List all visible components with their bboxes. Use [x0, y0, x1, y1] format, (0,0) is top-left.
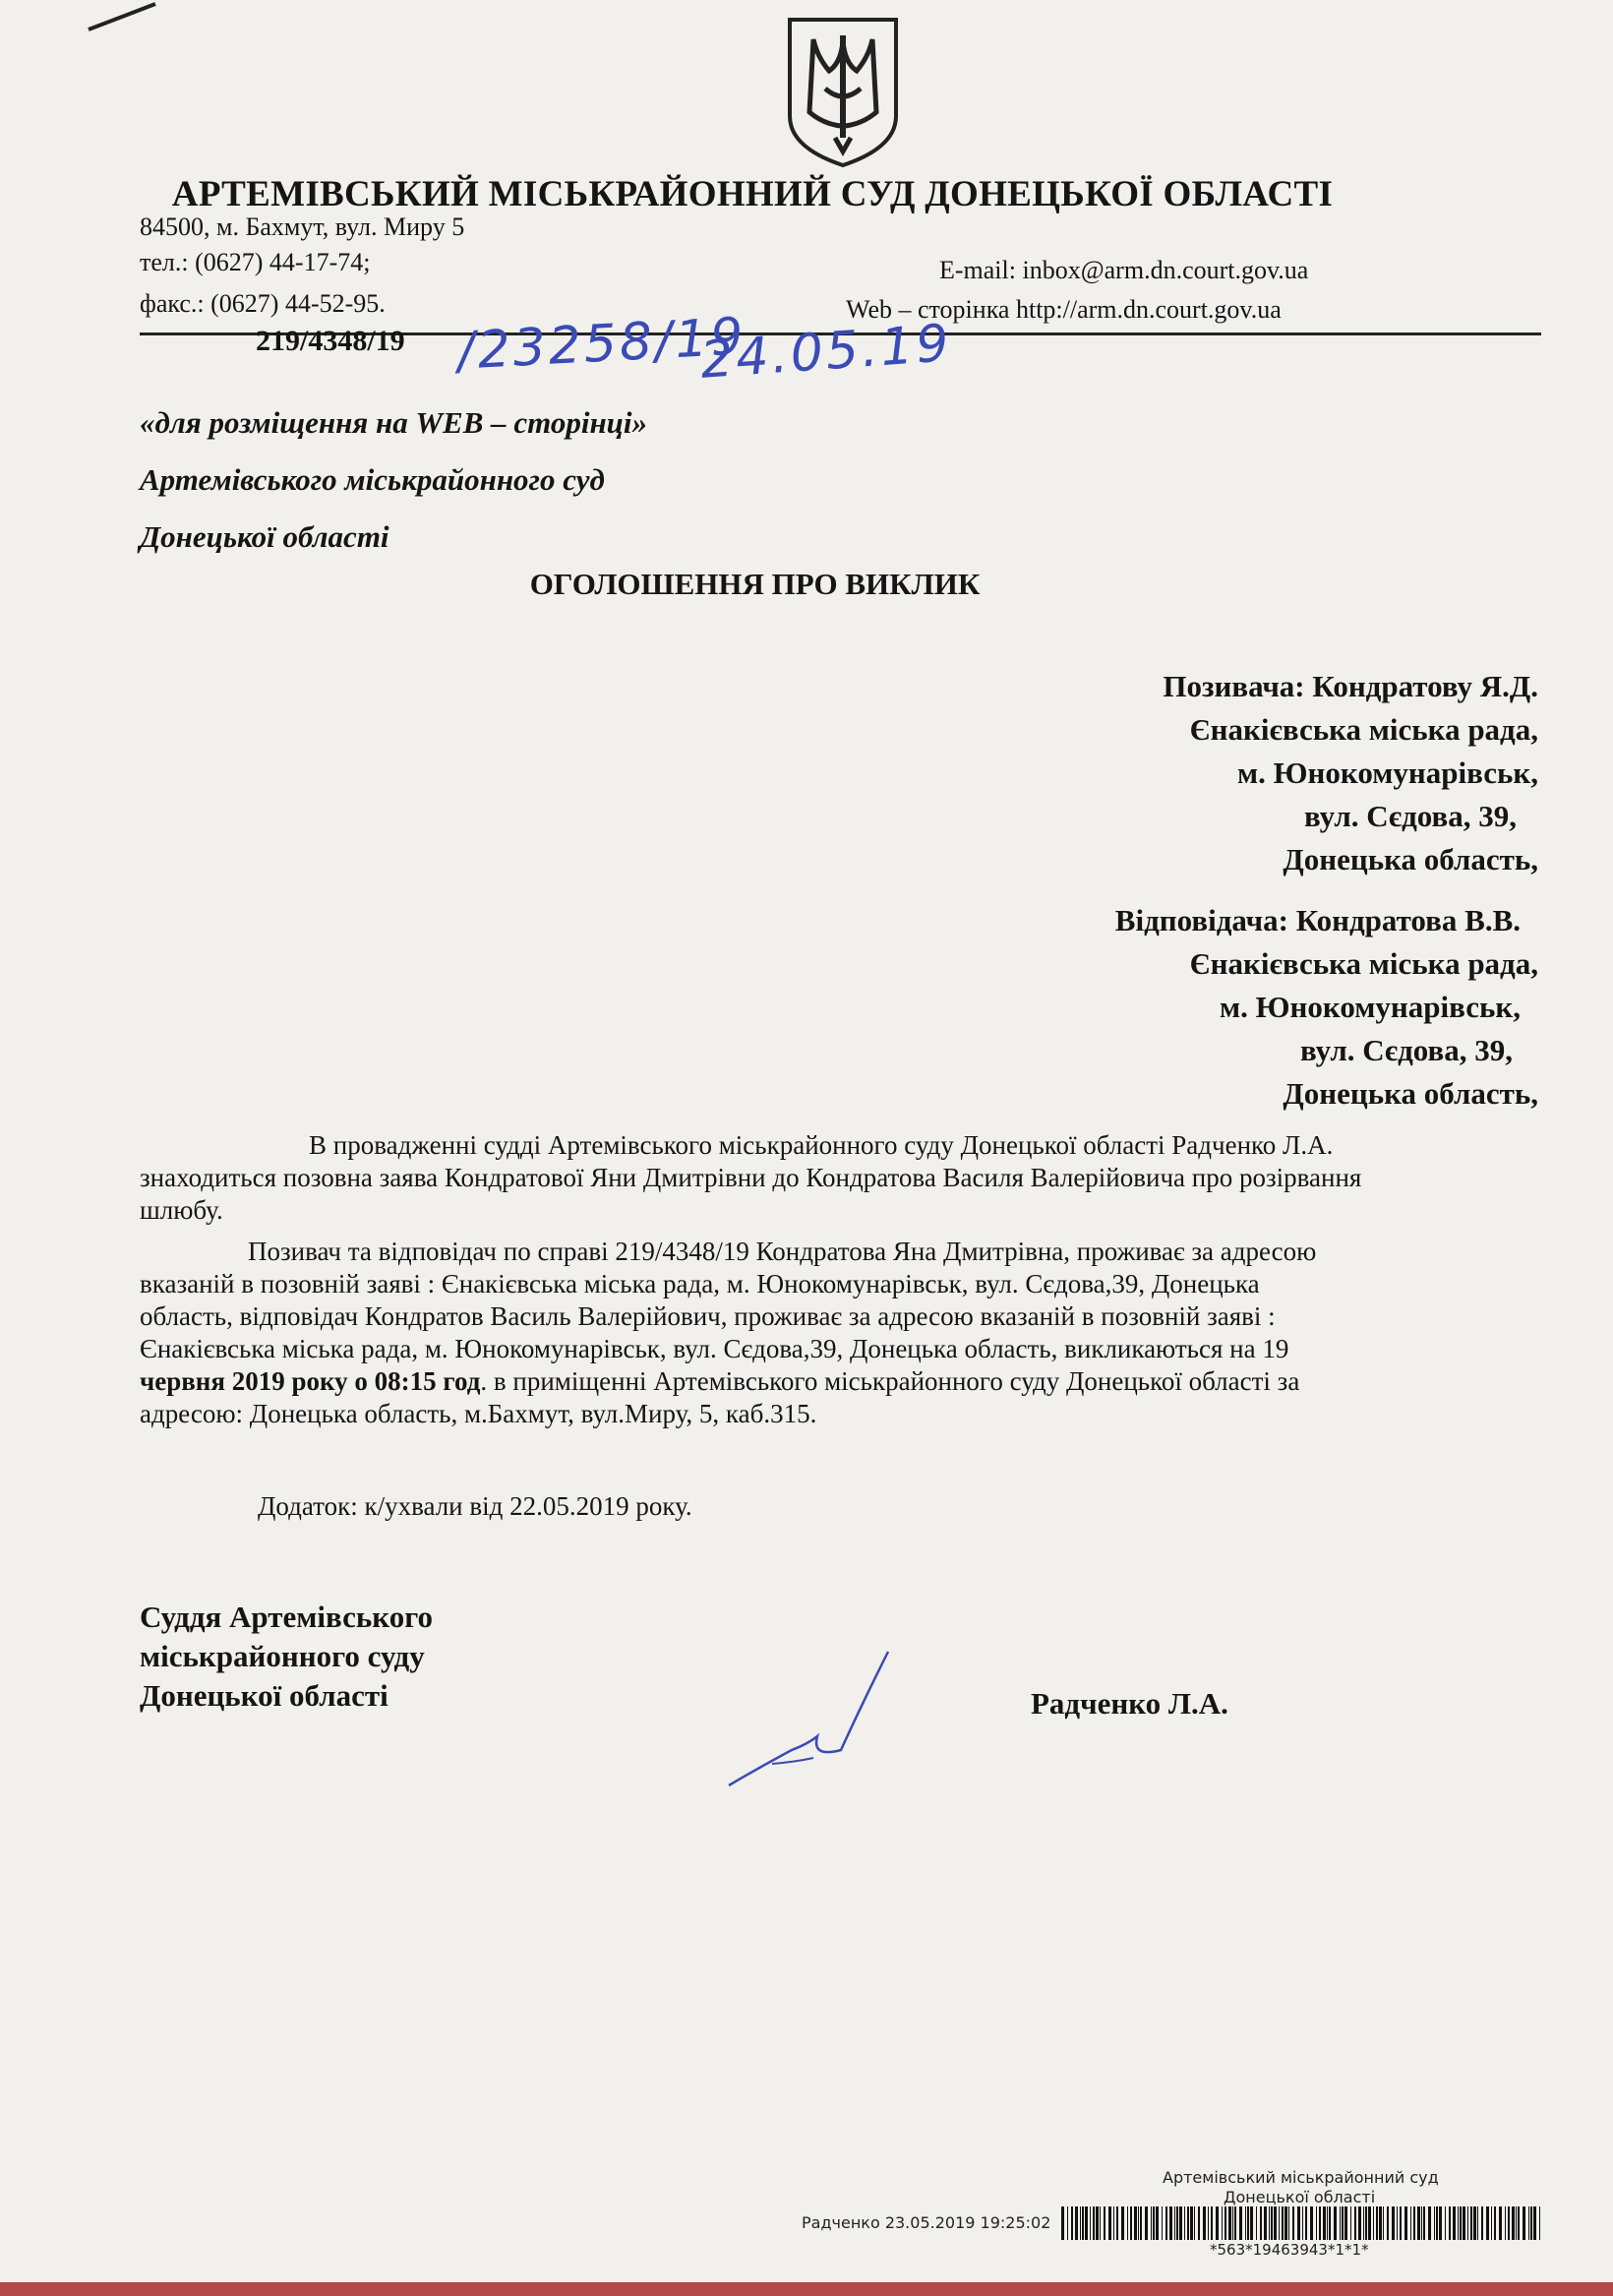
court-email: E-mail: inbox@arm.dn.court.gov.ua [939, 256, 1309, 284]
stamp-court-line-2: Донецької області [1224, 2188, 1376, 2206]
web-note-line-1: «для розміщення на WEB – сторінці» [140, 405, 648, 440]
case-number: 219/4348/19 [256, 325, 405, 357]
web-note-line-3: Донецької області [140, 519, 389, 554]
handwritten-signature [723, 1648, 895, 1790]
signatory-line-2: міськрайонного суду [140, 1639, 425, 1673]
defendant-block [1115, 899, 1538, 1116]
plaintiff-region: Донецька область, [1283, 842, 1538, 876]
plaintiff-city: м. Юнокомунарівськ, [1237, 755, 1538, 790]
notice-paragraph-2 [140, 1236, 1541, 1430]
paragraph-2-line: Позивач та відповідач по справі 219/4348/19 Кондратова Яна Дмитрівна, проживає за адресою [248, 1237, 1317, 1266]
signatory-line-1: Суддя Артемівського [140, 1600, 434, 1634]
plaintiff-block [1163, 665, 1538, 881]
defendant-city: м. Юнокомунарівськ, [1220, 990, 1521, 1024]
attachment-note: Додаток: к/ухвали від 22.05.2019 року. [258, 1491, 692, 1521]
signatory-line-3: Донецької області [140, 1678, 388, 1713]
defendant-region: Донецька область, [1283, 1076, 1538, 1111]
coat-of-arms-icon [784, 14, 902, 169]
paragraph-1-line: шлюбу. [140, 1195, 223, 1225]
barcode-icon [1061, 2206, 1543, 2240]
paragraph-1-line: знаходиться позовна заява Кондратової Яни Дмитрівни до Кондратова Василя Валерійовича про розірвання [140, 1163, 1362, 1192]
paragraph-2-line: адресою: Донецька область, м.Бахмут, вул.Миру, 5, каб.315. [140, 1399, 817, 1428]
stamp-user-datetime: Радченко 23.05.2019 19:25:02 [802, 2213, 1051, 2232]
court-name: АРТЕМІВСЬКИЙ МІСЬКРАЙОННИЙ СУД ДОНЕЦЬКОЇ ОБЛАСТІ [171, 174, 1334, 214]
paragraph-2-line: область, відповідач Кондратов Василь Валерійович, проживає за адресою вказаній в позовній заяві : [140, 1301, 1276, 1331]
court-phone: тел.: (0627) 44-17-74; [140, 248, 371, 276]
paragraph-2-line [140, 1365, 1541, 1398]
court-website: Web – сторінка http://arm.dn.court.gov.ua [846, 295, 1282, 324]
scan-edge [0, 2282, 1613, 2296]
paragraph-2-line: Єнакієвська міська рада, м. Юнокомунарівськ, вул. Сєдова,39, Донецька область, викликаються на 19 [140, 1334, 1289, 1363]
court-address: 84500, м. Бахмут, вул. Миру 5 [140, 212, 465, 241]
signatory-block [140, 1598, 433, 1716]
document-title: ОГОЛОШЕННЯ ПРО ВИКЛИК [529, 567, 981, 601]
pen-mark [87, 0, 157, 39]
court-fax: факс.: (0627) 44-52-95. [140, 289, 386, 318]
paragraph-2-line: вказаній в позовній заяві : Єнакієвська міська рада, м. Юнокомунарівськ, вул. Сєдова,39, Донецька [140, 1269, 1260, 1299]
hearing-datetime: червня 2019 року о 08:15 год [140, 1366, 481, 1396]
judge-name: Радченко Л.А. [1031, 1686, 1228, 1721]
paragraph-1-line: В провадженні судді Артемівського міськрайонного суду Донецької області Радченко Л.А. [309, 1130, 1334, 1160]
stamp-court-line-1: Артемівський міськрайонний суд [1163, 2168, 1439, 2187]
notice-paragraph-1 [140, 1129, 1541, 1227]
handwritten-date: 24.05.19 [698, 314, 954, 391]
handwritten-registration-number: /23258/19 [455, 307, 748, 382]
plaintiff-street: вул. Сєдова, 39, [1304, 799, 1517, 833]
hearing-location: . в приміщенні Артемівського міськрайонного суду Донецької області за [480, 1366, 1300, 1396]
plaintiff-name: Позивача: Кондратову Я.Д. [1163, 669, 1538, 703]
web-note-line-2: Артемівського міськрайонного суд [140, 462, 605, 497]
defendant-name: Відповідача: Кондратова В.В. [1114, 903, 1521, 937]
plaintiff-council: Єнакієвська міська рада, [1189, 712, 1538, 747]
defendant-council: Єнакієвська міська рада, [1189, 946, 1538, 981]
defendant-street: вул. Сєдова, 39, [1300, 1033, 1513, 1067]
barcode-text: *563*19463943*1*1* [1210, 2241, 1369, 2259]
